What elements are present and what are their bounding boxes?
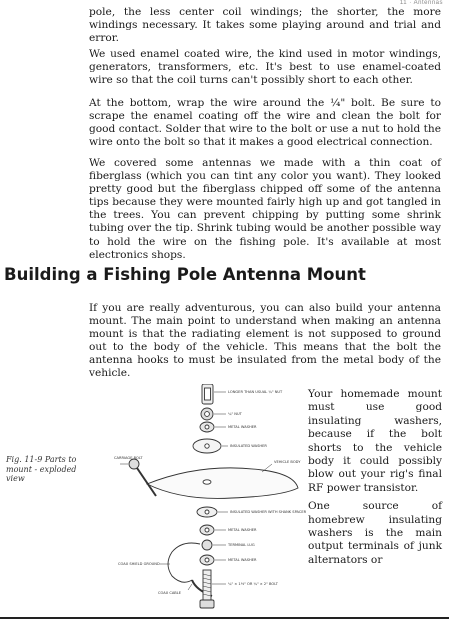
label-coupler: LONGER THAN USUAL ¼" NUT	[228, 390, 283, 394]
right-paragraph-2: One source of homebrew insulating washers is the main output terminals of junk alternators or	[308, 500, 442, 566]
figure-caption: Fig. 11-9 Parts to mount - exploded view	[6, 455, 77, 483]
bottom-rule	[0, 617, 449, 619]
metal-washer-low-hole	[205, 558, 209, 562]
paragraph-4: We covered some antennas we made with a thin coat of fiberglass (which you can tint any color you want). They looked pretty good but the fiberglass chipped off some of the antenna tips because they were mounted fairly high up and got tangled in the trees. You can prevent chipping by putting some shrink tubing over the tip. Shrink tubing would be another possible way to hold the wire on the fishing pole. It's available at most electronics shops.	[89, 157, 441, 261]
label-carriage-bolt: CARRIAGE BOLT	[114, 456, 143, 460]
vehicle-body-hole	[203, 480, 211, 484]
paragraph-2: We used enamel coated wire, the kind used in motor windings, generators, transformers, etc. It's best to use enamel-coated wire so that the coil turns can't possibly short to each other.	[89, 48, 441, 87]
label-insulated-washer-spacer: INSULATED WASHER WITH SHANK SPACER	[230, 510, 307, 514]
label-vehicle-body: VEHICLE BODY	[274, 460, 301, 464]
right-paragraph-1: Your homemade mount must use good insulating washers, because if the bolt shorts to the vehicle body it could possibly blow out your rig's final RF power transistor.	[308, 388, 442, 494]
label-nut: ¼" NUT	[228, 412, 242, 416]
paragraph-3: At the bottom, wrap the wire around the ¼" bolt. Be sure to scrape the enamel coating off the wire and clean the bolt for good contact. Solder that wire to the bolt or use a nut to hold the wire onto the bolt so that it makes a good electrical connection.	[89, 97, 441, 149]
paragraph-1: pole, the less center coil windings; the shorter, the more windings necessary. It takes some playing around and trial and error.	[89, 6, 441, 45]
vehicle-body-shape	[147, 468, 298, 499]
label-bottom-nuts: ¼" × 1½" OR ¼" × 2" BOLT	[228, 582, 278, 586]
metal-washer-mid-hole	[205, 528, 209, 532]
terminal-lug-shape	[202, 540, 212, 550]
coax-shield-wire	[168, 543, 200, 582]
section-paragraph: If you are really adventurous, you can also build your antenna mount. The main point to understand when making an antenna mount is that the radiating element is not supposed to ground out to the body of the vehicle. This means that the bolt the antenna hooks to must be insulated from the metal body of the vehicle.	[89, 302, 441, 380]
metal-washer-top-hole	[205, 425, 209, 429]
spacer-washer-hole	[205, 510, 209, 514]
exploded-view-figure	[112, 384, 308, 610]
nut-hole	[205, 412, 210, 417]
label-coax-shield: COAX SHIELD GROUND	[118, 562, 160, 566]
figure-drawing	[112, 384, 308, 610]
label-terminal-lug: TERMINAL LUG	[228, 543, 255, 547]
coupler-bore	[205, 388, 211, 400]
bottom-bolt-head	[200, 600, 214, 608]
running-head: 11 · Antennas	[399, 0, 443, 6]
insulated-washer-hole	[205, 444, 209, 448]
right-column	[308, 388, 442, 567]
carriage-bolt-head	[129, 459, 139, 469]
label-metal-washer-low: METAL WASHER	[228, 558, 257, 562]
label-metal-washer-mid: METAL WASHER	[228, 528, 257, 532]
section-heading: Building a Fishing Pole Antenna Mount	[4, 265, 366, 284]
label-coax-cable: COAX CABLE	[158, 591, 182, 595]
label-metal-washer-top: METAL WASHER	[228, 425, 257, 429]
label-insulated-washer: INSULATED WASHER	[230, 444, 267, 448]
